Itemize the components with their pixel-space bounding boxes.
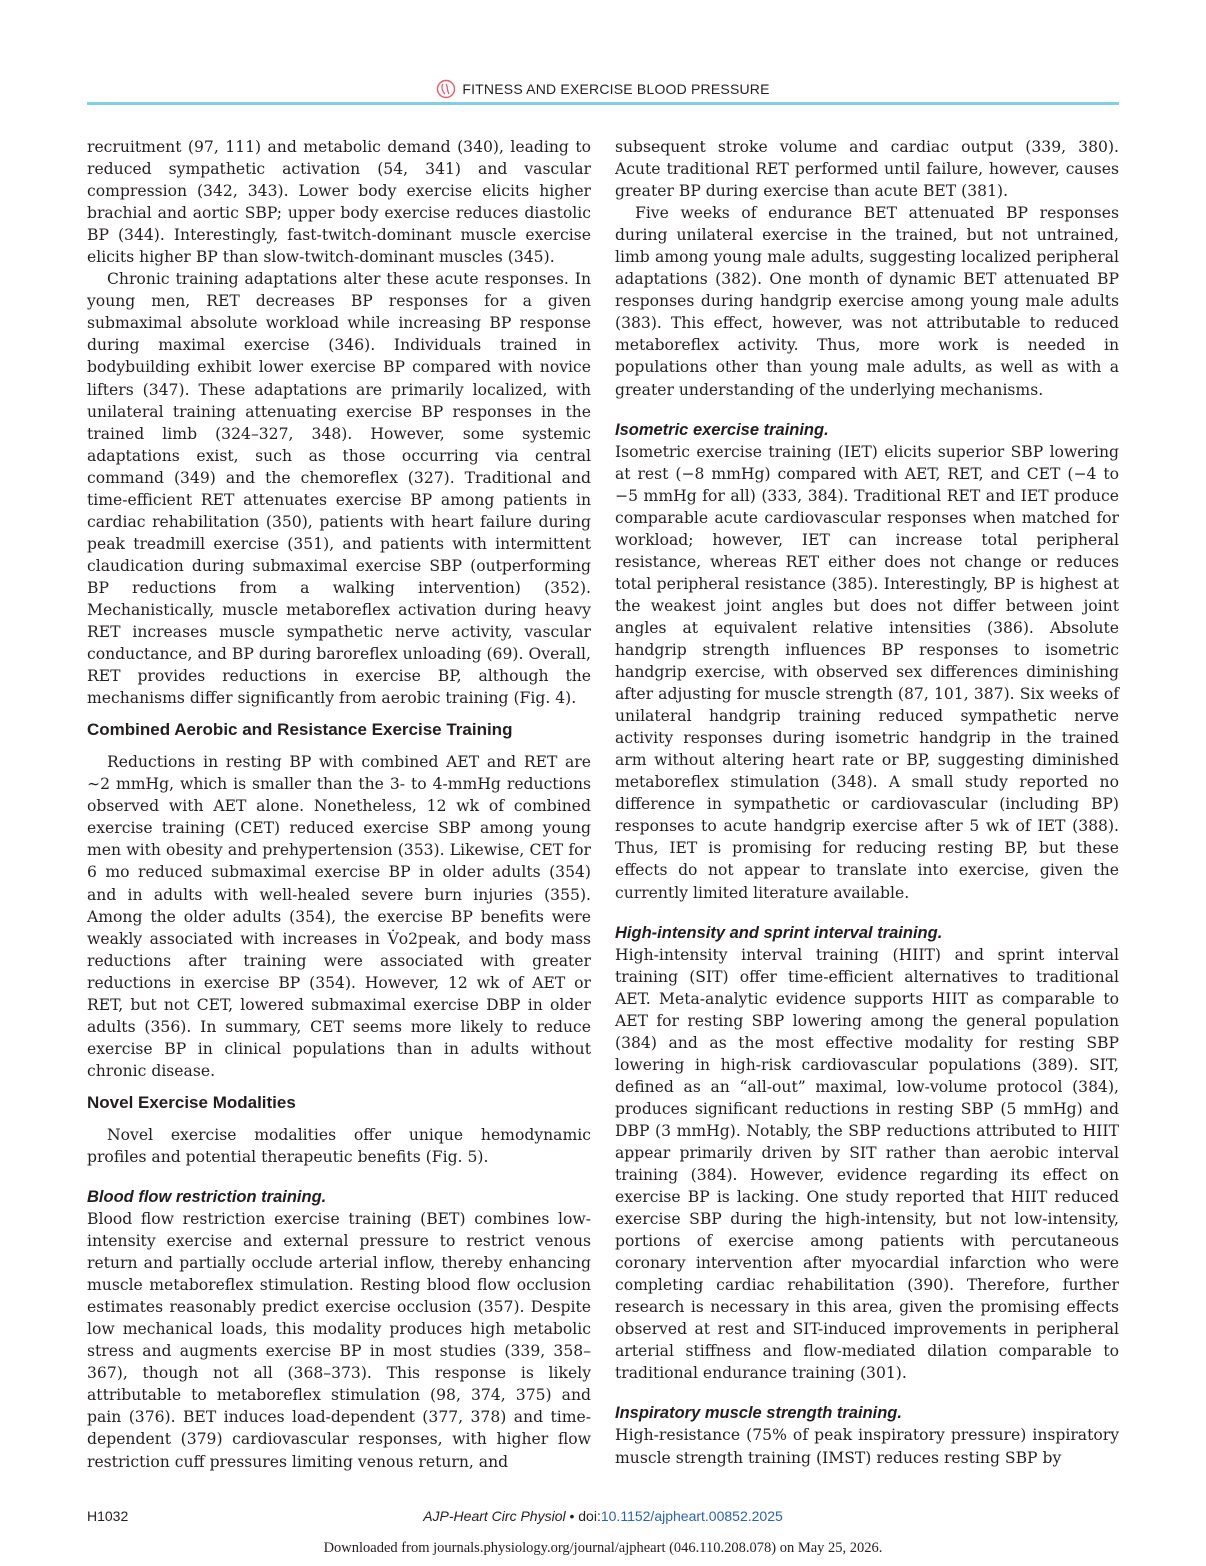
subsection-heading: Isometric exercise training. (615, 420, 829, 439)
subsection-heading: Blood flow restriction training. (87, 1188, 327, 1207)
section-heading: Combined Aerobic and Resistance Exercise Training (87, 720, 513, 740)
doi-prefix: • doi: (565, 1508, 601, 1524)
right-column (615, 136, 1119, 1469)
paragraph: High-intensity interval training (HIIT) and sprint interval training (SIT) offer time-efficient alternatives to traditional AET. Meta-analytic evidence supports HIIT as comparable to AET for resting SBP lowering among the general population (384) and as the most effective modality for resting SBP lowering in high-risk cardiovascular populations (389). SIT, defined as an “all-out” maximal, low-volume protocol (384), produces significant reductions in resting SBP (5 mmHg) and DBP (3 mmHg). Notably, the SBP reductions attributed to HIIT appear primarily driven by SIT rather than aerobic interval training (384). However, evidence regarding its effect on exercise BP is lacking. One study reported that HIIT reduced exercise SBP during the high-intensity, but not low-intensity, portions of exercise among patients with percutaneous coronary intervention after myocardial infarction who were completing cardiac rehabilitation (390). Therefore, further research is necessary in this area, given the promising effects observed at rest and SIT-induced improvements in peripheral arterial stiffness and flow-mediated dilation comparable to traditional endurance training (301). (615, 945, 1119, 1383)
doi-link[interactable]: 10.1152/ajpheart.00852.2025 (600, 1508, 783, 1524)
paragraph: Five weeks of endurance BET attenuated BP responses during unilateral exercise in the trained, but not untrained, limb among young male adults, suggesting localized peripheral adaptations (382). One month of dynamic BET attenuated BP responses during handgrip exercise among young male adults (383). This effect, however, was not attributable to reduced metaboreflex activity. Thus, more work is needed in populations other than young male adults, as well as with a greater understanding of the underlying mechanisms. (615, 204, 1119, 399)
paragraph: Blood flow restriction exercise training (BET) combines low-intensity exercise and external pressure to restrict venous return and partially occlude arterial inflow, thereby enhancing muscle metaboreflex stimulation. Resting blood flow occlusion estimates reasonably predict exercise occlusion (357). Despite low mechanical loads, this modality produces high metabolic stress and augments exercise BP in most studies (339, 358–367), though not all (368–373). This response is likely attributable to metaboreflex stimulation (98, 374, 375) and pain (376). BET induces load-dependent (377, 378) and time-dependent (379) cardiovascular responses, with higher flow restriction cuff pressures limiting venous return, and (87, 1210, 591, 1471)
paragraph: recruitment (97, 111) and metabolic demand (340), leading to reduced sympathetic activation (54, 341) and vascular compression (342, 343). Lower body exercise elicits higher brachial and aortic SBP; upper body exercise reduces diastolic BP (344). Interestingly, fast-twitch-dominant muscle exercise elicits higher BP than slow-twitch-dominant muscles (345). (87, 138, 591, 267)
physiology-logo-icon (436, 79, 456, 99)
paragraph: subsequent stroke volume and cardiac output (339, 380). Acute traditional RET performed until failure, however, causes greater BP during exercise than acute BET (381). (615, 138, 1119, 201)
paragraph: Isometric exercise training (IET) elicits superior SBP lowering at rest (−8 mmHg) compared with AET, RET, and CET (−4 to −5 mmHg for all) (333, 384). Traditional RET and IET produce comparable acute cardiovascular responses when matched for workload; however, IET can increase total peripheral resistance, whereas RET either does not change or reduces total peripheral resistance (385). Interestingly, BP is highest at the weakest joint angles but does not differ between joint angles at equivalent relative intensities (386). Absolute handgrip strength influences BP responses to isometric handgrip exercise, with observed sex differences diminishing after adjusting for muscle strength (87, 101, 387). Six weeks of unilateral handgrip training reduced sympathetic nerve activity responses during isometric handgrip in the trained arm without altering heart rate or BP, suggesting diminished metaboreflex stimulation (348). A small study reported no difference in sympathetic or cardiovascular (including BP) responses to acute handgrip exercise after 5 wk of IET (388). Thus, IET is promising for reducing resting BP, but these effects do not appear to translate into exercise, given the currently limited literature available. (615, 442, 1119, 902)
paragraph: High-resistance (75% of peak inspiratory pressure) inspiratory muscle strength training (IMST) reduces resting SBP by (615, 1426, 1119, 1467)
subsection-heading: High-intensity and sprint interval training. (615, 923, 943, 942)
paragraph: Novel exercise modalities offer unique hemodynamic profiles and potential therapeutic benefits (Fig. 5). (87, 1125, 591, 1166)
download-notice: Downloaded from journals.physiology.org/journal/ajpheart (046.110.208.078) on May 25, 2026. (323, 1540, 883, 1556)
header-rule (87, 102, 1119, 105)
journal-citation (0, 1508, 1206, 1524)
left-column (87, 136, 591, 1473)
paragraph: Reductions in resting BP with combined AET and RET are ∼2 mmHg, which is smaller than the 3- to 4-mmHg reductions observed with AET alone. Nonetheless, 12 wk of combined exercise training (CET) reduced exercise SBP among young men with obesity and prehypertension (353). Likewise, CET for 6 mo reduced submaximal exercise BP in older adults (354) and in adults with well-healed severe burn injuries (355). Among the older adults (354), the exercise BP benefits were weakly associated with increases in V̇o2peak, and body mass reductions after training were associated with greater reductions in exercise BP (354). However, 12 wk of AET or RET, but not CET, lowered submaximal exercise DBP in older adults (356). In summary, CET seems more likely to reduce exercise BP in clinical populations than in adults without chronic disease. (87, 753, 591, 1080)
running-title: FITNESS AND EXERCISE BLOOD PRESSURE (462, 81, 770, 97)
paragraph: Chronic training adaptations alter these acute responses. In young men, RET decreases BP responses for a given submaximal absolute workload while increasing BP response during maximal exercise (346). Individuals trained in bodybuilding exhibit lower exercise BP compared with novice lifters (347). These adaptations are primarily localized, with unilateral training attenuating exercise BP responses in the trained limb (324–327, 348). However, some systemic adaptations exist, such as those occurring via central command (349) and the chemoreflex (327). Traditional and time-efficient RET attenuates exercise BP among patients in cardiac rehabilitation (350), patients with heart failure during peak treadmill exercise (351), and patients with intermittent claudication during submaximal exercise SBP (outperforming BP reductions from a walking intervention) (352). Mechanistically, muscle metaboreflex activation during heavy RET increases muscle sympathetic nerve activity, vascular conductance, and BP during baroreflex unloading (69). Overall, RET provides reductions in exercise BP, although the mechanisms differ significantly from aerobic training (Fig. 4). (87, 270, 591, 708)
page-number: H1032 (87, 1508, 129, 1524)
journal-name: AJP-Heart Circ Physiol (423, 1508, 566, 1524)
subsection-heading: Inspiratory muscle strength training. (615, 1404, 902, 1423)
section-heading: Novel Exercise Modalities (87, 1092, 296, 1112)
